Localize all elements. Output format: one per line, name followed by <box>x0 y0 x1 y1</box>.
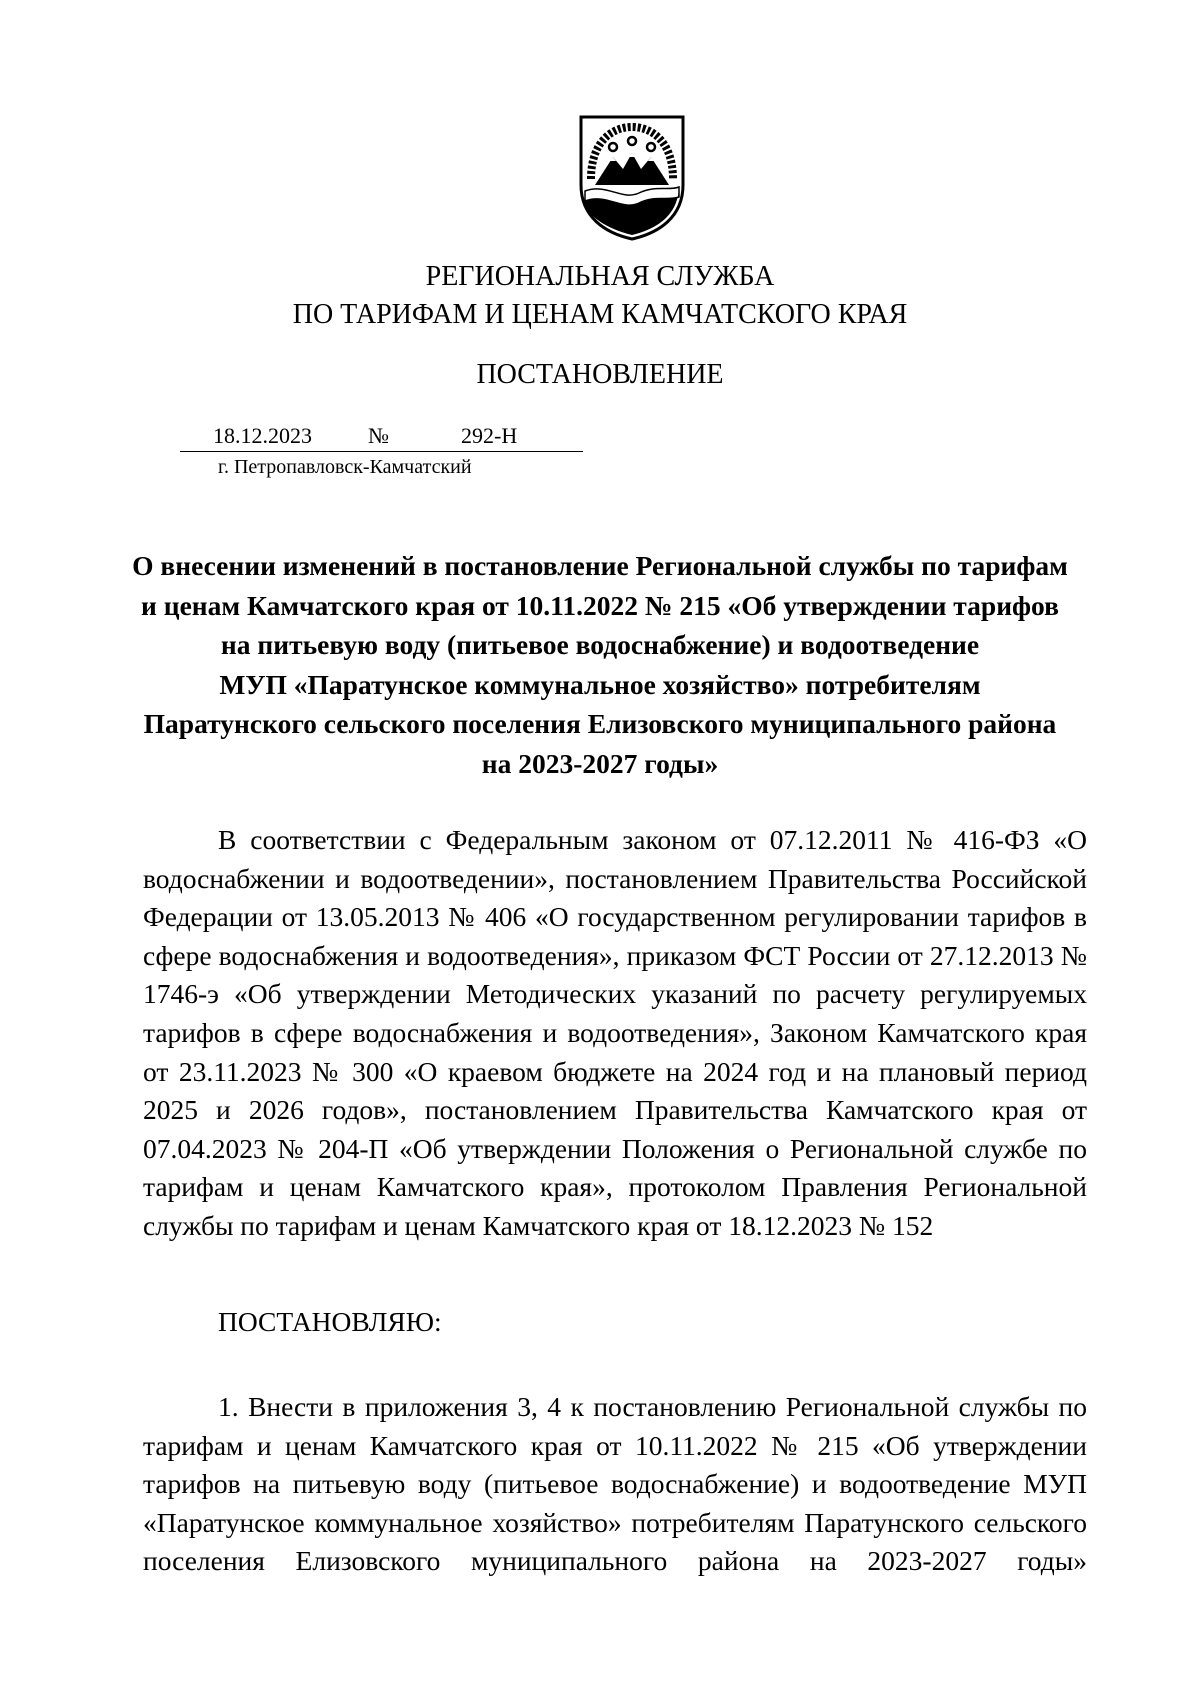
agency-name <box>0 258 1200 334</box>
agency-name-line1: РЕГИОНАЛЬНАЯ СЛУЖБА <box>425 261 775 292</box>
title-line: МУП «Паратунское коммунальное хозяйство» потребителям <box>219 668 981 700</box>
registration-line <box>180 421 583 452</box>
document-number: 292-Н <box>461 423 518 448</box>
document-title <box>130 546 1070 783</box>
resolve-heading: ПОСТАНОВЛЯЮ: <box>218 1306 442 1337</box>
title-line: О внесении изменений в постановление Региональной службы по тарифам <box>132 550 1068 581</box>
document-type: ПОСТАНОВЛЕНИЕ <box>476 359 724 390</box>
issue-city: г. Петропавловск-Камчатский <box>218 456 472 478</box>
item-1-text: 1. Внести в приложения 3, 4 к постановлению Региональной службы по тарифам и ценам Камчатского края от 10.11.2022 № 215 «Об утверждении тарифов на питьевую воду (питьевое водоснабжение) и водоотведение МУП «Паратунское коммунальное хозяйство» потребителям Паратунского сельского поселения Елизовского муниципального района на 2023-2027 годы» <box>143 1391 1087 1577</box>
title-line: на 2023-2027 годы» <box>481 747 719 779</box>
preamble-paragraph <box>143 821 1087 1246</box>
title-line: Паратунского сельского поселения Елизовского муниципального района <box>143 708 1057 739</box>
number-sign: № <box>368 423 389 448</box>
title-line: и ценам Камчатского края от 10.11.2022 № 215 «Об утверждении тарифов <box>141 589 1059 621</box>
agency-name-line2: ПО ТАРИФАМ И ЦЕНАМ КАМЧАТСКОГО КРАЯ <box>292 299 908 330</box>
preamble-text: В соответствии с Федеральным законом от 07.12.2011 № 416-ФЗ «О водоснабжении и водоотведении», постановлением Правительства Российской Федерации от 13.05.2013 № 406 «О государственном регулировании тарифов в сфере водоснабжения и водоотведения», приказом ФСТ России от 27.12.2013 № 1746-э «Об утверждении Методических указаний по расчету регулируемых тарифов в сфере водоснабжения и водоотведения», Законом Камчатского края от 23.11.2023 № 300 «О краевом бюджете на 2024 год и на плановый период 2025 и 2026 годов», постановлением Правительства Камчатского края от 07.04.2023 № 204-П «Об утверждении Положения о Региональной службе по тарифам и ценам Камчатского края», протоколом Правления Региональной службы по тарифам и ценам Камчатского края от 18.12.2023 № 152 <box>143 824 1087 1241</box>
item-1-paragraph <box>143 1388 1087 1581</box>
document-date: 18.12.2023 <box>213 423 312 448</box>
title-line: на питьевую воду (питьевое водоснабжение) и водоотведение <box>220 629 980 660</box>
kamchatka-coat-of-arms-icon <box>577 113 687 241</box>
